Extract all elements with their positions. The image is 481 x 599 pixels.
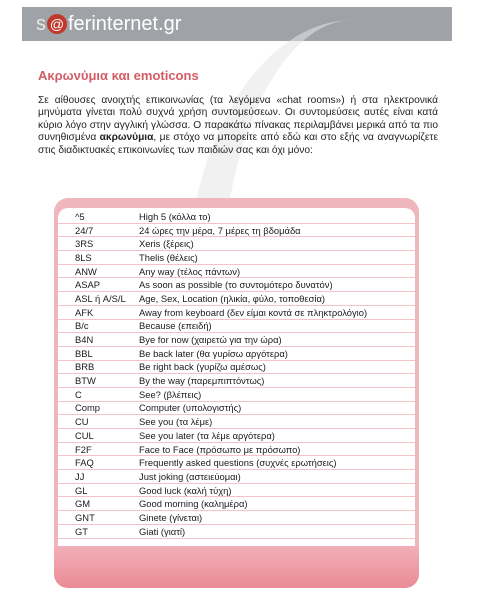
table-row (58, 347, 415, 361)
acronym-cell: GT (75, 525, 89, 537)
table-row (58, 374, 415, 388)
meaning-cell: Good luck (καλή τύχη) (139, 484, 232, 496)
meaning-cell: Be right back (γυρίζω αμέσως) (139, 361, 266, 373)
logo-prefix: s (36, 12, 46, 35)
acronym-cell: CUL (75, 429, 94, 441)
meaning-cell: See you (τα λέμε) (139, 416, 213, 428)
acronym-cell: 8LS (75, 251, 92, 263)
table-row (58, 497, 415, 511)
meaning-cell: Because (επειδή) (139, 320, 212, 332)
intro-text-1: Σε αίθουσες ανοιχτής επικοινωνίας (τα λεγόμενα «chat rooms») ή στα ηλεκτρονικά μηνύματα γίνεται πολύ συχνά χρήση συντομεύσεων. Οι συντομεύσεις αυτές είναι κατά κύριο λόγο στην αγγλική γλώσσα. Ο παρακάτω πίνακας περιλαμβάνει μερικά από τα πιο συνηθισμένα (38, 95, 438, 144)
acronym-cell: B4N (75, 334, 94, 346)
table-row (58, 278, 415, 292)
acronym-cell: CU (75, 416, 89, 428)
site-logo[interactable] (36, 9, 181, 39)
meaning-cell: See? (βλέπεις) (139, 388, 202, 400)
meaning-cell: Away from keyboard (δεν είμαι κοντά σε πληκτρολόγιο) (139, 306, 368, 318)
table-row (58, 470, 415, 484)
acronym-cell: BTW (75, 375, 96, 387)
meaning-cell: See you later (τα λέμε αργότερα) (139, 429, 275, 441)
acronym-cell: C (75, 388, 82, 400)
acronym-cell: Comp (75, 402, 101, 414)
meaning-cell: Be back later (θα γυρίσω αργότερα) (139, 347, 288, 359)
table-row (58, 237, 415, 251)
meaning-cell: Ginete (γίνεται) (139, 511, 203, 523)
acronym-cell: ^5 (75, 210, 85, 222)
acronym-cell: FAQ (75, 457, 94, 469)
meaning-cell: As soon as possible (το συντομότερο δυνατόν) (139, 279, 333, 291)
page-title: Ακρωνύμια και emoticons (38, 68, 199, 83)
table-row (58, 388, 415, 402)
acronym-table-footer (54, 546, 419, 588)
acronym-cell: BRB (75, 361, 95, 373)
table-row (58, 525, 415, 539)
meaning-cell: Face to Face (πρόσωπο με πρόσωπο) (139, 443, 301, 455)
meaning-cell: Just joking (αστειεύομαι) (139, 470, 241, 482)
acronym-cell: AFK (75, 306, 94, 318)
intro-paragraph (38, 95, 438, 157)
meaning-cell: 24 ώρες την μέρα, 7 μέρες τη βδομάδα (139, 224, 301, 236)
meaning-cell: Xeris (ξέρεις) (139, 238, 194, 250)
table-row (58, 415, 415, 429)
meaning-cell: Thelis (θέλεις) (139, 251, 198, 263)
meaning-cell: Frequently asked questions (συχνές ερωτήσεις) (139, 457, 337, 469)
table-row (58, 320, 415, 334)
table-row (58, 402, 415, 416)
acronym-cell: ASAP (75, 279, 101, 291)
table-row (58, 292, 415, 306)
meaning-cell: Good morning (καλημέρα) (139, 498, 248, 510)
meaning-cell: Computer (υπολογιστής) (139, 402, 242, 414)
table-row (58, 224, 415, 238)
meaning-cell: Age, Sex, Location (ηλικία, φύλο, τοποθεσία) (139, 292, 325, 304)
acronym-cell: GM (75, 498, 91, 510)
table-row (58, 456, 415, 470)
table-row (58, 511, 415, 525)
table-row (58, 333, 415, 347)
acronym-cell: BBL (75, 347, 93, 359)
intro-bold: ακρωνύμια (99, 132, 154, 144)
acronym-cell: 3RS (75, 238, 94, 250)
meaning-cell: Any way (τέλος πάντων) (139, 265, 241, 277)
table-row (58, 251, 415, 265)
meaning-cell: Bye for now (χαιρετώ για την ώρα) (139, 334, 282, 346)
acronym-cell: B/c (75, 320, 89, 332)
acronym-cell: JJ (75, 470, 85, 482)
acronym-cell: 24/7 (75, 224, 94, 236)
acronym-table (58, 210, 415, 539)
acronym-cell: GNT (75, 511, 95, 523)
acronym-cell: ASL ή A/S/L (75, 292, 126, 304)
acronym-cell: ANW (75, 265, 97, 277)
logo-suffix: ferinternet.gr (68, 12, 182, 35)
at-icon: @ (47, 14, 67, 34)
acronym-cell: F2F (75, 443, 92, 455)
table-row (58, 210, 415, 224)
table-row (58, 443, 415, 457)
table-row (58, 306, 415, 320)
intro-text-2: , με στόχο να μπορείτε από εδώ και στο εξής να αναγνωρίζετε στις διαδικτυακές επικοινωνίες των παιδιών σας και όχι μόνο: (38, 132, 438, 156)
acronym-cell: GL (75, 484, 88, 496)
table-row (58, 265, 415, 279)
table-row (58, 429, 415, 443)
meaning-cell: By the way (παρεμπιπτόντως) (139, 375, 265, 387)
meaning-cell: High 5 (κόλλα το) (139, 210, 211, 222)
meaning-cell: Giati (γιατί) (139, 525, 186, 537)
table-row (58, 484, 415, 498)
table-row (58, 361, 415, 375)
